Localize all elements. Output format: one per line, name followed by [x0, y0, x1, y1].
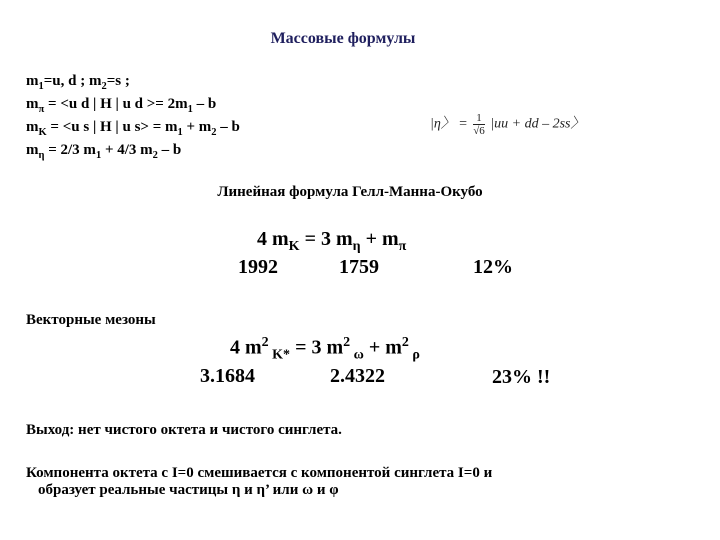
gmo-value-2: 1759	[339, 256, 379, 278]
sub: K	[288, 239, 300, 254]
gmo-equation	[257, 228, 406, 255]
text: + 4/3 m	[101, 142, 153, 158]
text: 4 m	[230, 336, 262, 359]
pion-mass-line	[26, 95, 216, 119]
text: =u, d ; m	[43, 73, 102, 89]
gmo-heading: Линейная формула Гелл-Манна-Окубо	[217, 184, 483, 200]
vector-heading: Векторные мезоны	[26, 312, 156, 328]
kaon-mass-line	[26, 118, 240, 142]
text: – b	[192, 96, 217, 112]
sub: ω	[350, 347, 364, 363]
text: + m	[360, 228, 399, 250]
text: 4 m	[257, 228, 289, 250]
text: m	[26, 73, 39, 89]
sub: 1	[177, 127, 183, 138]
eta-state-equation	[430, 112, 585, 137]
sub: η	[38, 150, 45, 161]
sub: 1	[95, 150, 102, 161]
gmo-value-1: 1992	[238, 256, 278, 278]
gmo-percent: 12%	[473, 256, 513, 278]
conclusion-line-2: Компонента октета с I=0 смешивается с компонентой синглета I=0 и	[26, 465, 493, 481]
text: = <u s | H | u s> = m	[46, 119, 178, 135]
sub: η	[352, 239, 361, 254]
sup: 2	[261, 335, 269, 350]
vector-equation	[230, 335, 420, 364]
sub: 2	[211, 127, 217, 138]
conclusion-line-1: Выход: нет чистого октета и чистого синглета.	[26, 422, 342, 438]
sub: π	[38, 104, 45, 115]
vector-percent: 23% !!	[492, 366, 551, 388]
text: – b	[157, 142, 182, 158]
page-title: Массовые формулы	[270, 30, 416, 47]
sup: 2	[401, 335, 409, 350]
sub: 2	[152, 150, 158, 161]
text: m	[26, 142, 39, 158]
vector-value-1: 3.1684	[200, 365, 255, 387]
eta-mass-line	[26, 141, 181, 165]
numerator: 1	[473, 112, 485, 125]
sub: 1	[187, 104, 193, 115]
text: = 2/3 m	[44, 142, 96, 158]
text: =s ;	[106, 73, 130, 89]
sub: 1	[38, 81, 44, 92]
conclusion-line-3: образует реальные частицы η и η’ или ω и φ	[38, 482, 339, 498]
sub: 2	[101, 81, 107, 92]
text: = 3 m	[299, 228, 353, 250]
denominator: √6	[473, 125, 485, 137]
text: + m	[182, 119, 212, 135]
vector-value-2: 2.4322	[330, 365, 385, 387]
text: m	[26, 96, 39, 112]
sub: K	[38, 127, 47, 138]
fraction	[473, 112, 485, 137]
sub: K*	[268, 347, 291, 363]
text: |η〉 =	[430, 116, 468, 132]
sup: 2	[343, 335, 351, 350]
text: = <u d | H | u d >= 2m	[44, 96, 188, 112]
sub: ρ	[408, 347, 420, 363]
text: m	[26, 119, 39, 135]
text: – b	[216, 119, 240, 135]
text: |uu + dd – 2ss〉	[490, 116, 585, 132]
sub: π	[398, 239, 407, 254]
text: = 3 m	[290, 336, 344, 359]
quark-assignment-line	[26, 72, 130, 96]
text: + m	[363, 336, 402, 359]
